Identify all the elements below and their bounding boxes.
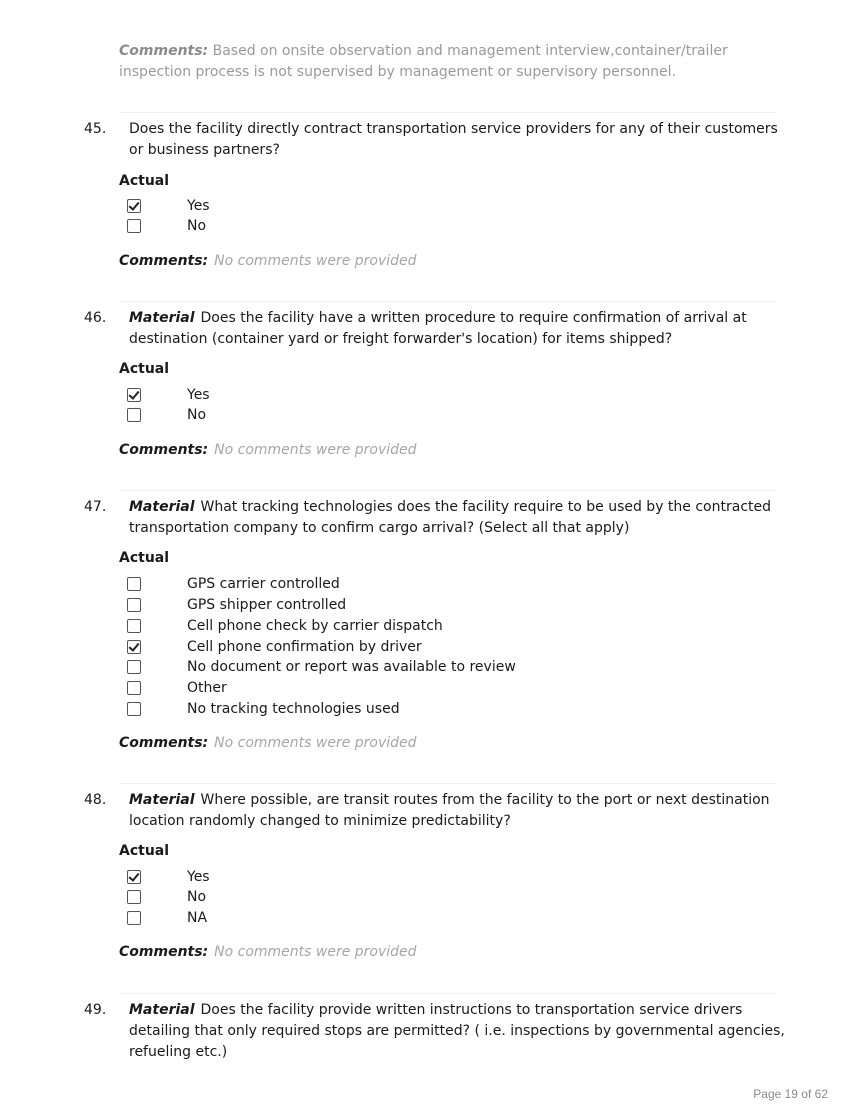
option-label: Yes [187,198,210,214]
option-row [0,699,860,720]
option-row [0,405,860,426]
question-text [129,790,789,832]
comments-text: No comments were provided [214,253,417,269]
option-label: No document or report was available to review [187,659,516,675]
comments [119,251,417,271]
checkbox-icon[interactable] [127,598,141,612]
option-row [0,678,860,699]
checkbox-icon[interactable] [127,408,141,422]
option-row [0,908,860,929]
comments [119,733,417,753]
option-row [0,867,860,888]
question-text [129,119,789,161]
option-label: Yes [187,387,210,403]
question-body: Does the facility directly contract transportation service providers for any of their customers or business partners? [129,121,778,158]
option-label: No tracking technologies used [187,701,400,717]
option-row [0,637,860,658]
option-label: No [187,407,207,423]
previous-question-comments [119,41,779,83]
divider [119,112,777,113]
comments-label: Comments: [119,253,209,269]
actual-label: Actual [119,173,170,189]
question-body: What tracking technologies does the facility require to be used by the contracted transportation company to confirm cargo arrival? (Select all that apply) [129,499,772,536]
question-number: 49. [84,1002,107,1018]
option-label: No [187,889,207,905]
checkbox-icon[interactable] [127,681,141,695]
option-label: Other [187,680,227,696]
comments [119,440,417,460]
comments-text: No comments were provided [214,735,417,751]
option-row [0,595,860,616]
comments-text: Based on onsite observation and management interview,container/trailer inspection process is not supervised by management or supervisory personnel. [119,43,728,80]
material-tag: Material [129,792,195,808]
actual-label: Actual [119,550,170,566]
question-body: Where possible, are transit routes from the facility to the port or next destination location randomly changed to minimize predictability? [129,792,770,829]
checkbox-icon[interactable] [127,911,141,925]
question-number: 45. [84,121,107,137]
option-row [0,385,860,406]
page-number: Page 19 of 62 [753,1087,828,1101]
question-body: Does the facility have a written procedure to require confirmation of arrival at destination (container yard or freight forwarder's location) for items shipped? [129,310,747,347]
checkbox-icon[interactable] [127,619,141,633]
checkbox-checked-icon[interactable] [127,199,141,213]
question-number: 47. [84,499,107,515]
divider [119,783,777,784]
option-row [0,196,860,217]
divider [119,490,777,491]
option-row [0,616,860,637]
option-row [0,574,860,595]
comments-label: Comments: [119,43,209,59]
checkbox-icon[interactable] [127,219,141,233]
divider [119,301,777,302]
question-text [129,1000,789,1063]
checkbox-icon[interactable] [127,702,141,716]
comments-label: Comments: [119,735,209,751]
checkbox-icon[interactable] [127,890,141,904]
checkbox-checked-icon[interactable] [127,388,141,402]
question-text [129,497,789,539]
checkbox-checked-icon[interactable] [127,640,141,654]
comments-label: Comments: [119,442,209,458]
option-row [0,657,860,678]
actual-label: Actual [119,843,170,859]
question-number: 48. [84,792,107,808]
option-label: No [187,218,207,234]
option-label: Cell phone check by carrier dispatch [187,618,443,634]
comments [119,942,417,962]
material-tag: Material [129,310,195,326]
option-label: Cell phone confirmation by driver [187,639,422,655]
comments-text: No comments were provided [214,442,417,458]
comments-text: No comments were provided [214,944,417,960]
option-label: GPS carrier controlled [187,576,340,592]
option-row [0,887,860,908]
question-number: 46. [84,310,107,326]
comments-label: Comments: [119,944,209,960]
option-label: Yes [187,869,210,885]
checkbox-checked-icon[interactable] [127,870,141,884]
option-row [0,216,860,237]
material-tag: Material [129,499,195,515]
divider [119,993,777,994]
material-tag: Material [129,1002,195,1018]
question-body: Does the facility provide written instructions to transportation service drivers detailing that only required stops are permitted? ( i.e. inspections by governmental agencies, refueling etc.) [129,1002,785,1060]
actual-label: Actual [119,361,170,377]
checkbox-icon[interactable] [127,660,141,674]
checkbox-icon[interactable] [127,577,141,591]
option-label: NA [187,910,208,926]
question-text [129,308,789,350]
option-label: GPS shipper controlled [187,597,347,613]
